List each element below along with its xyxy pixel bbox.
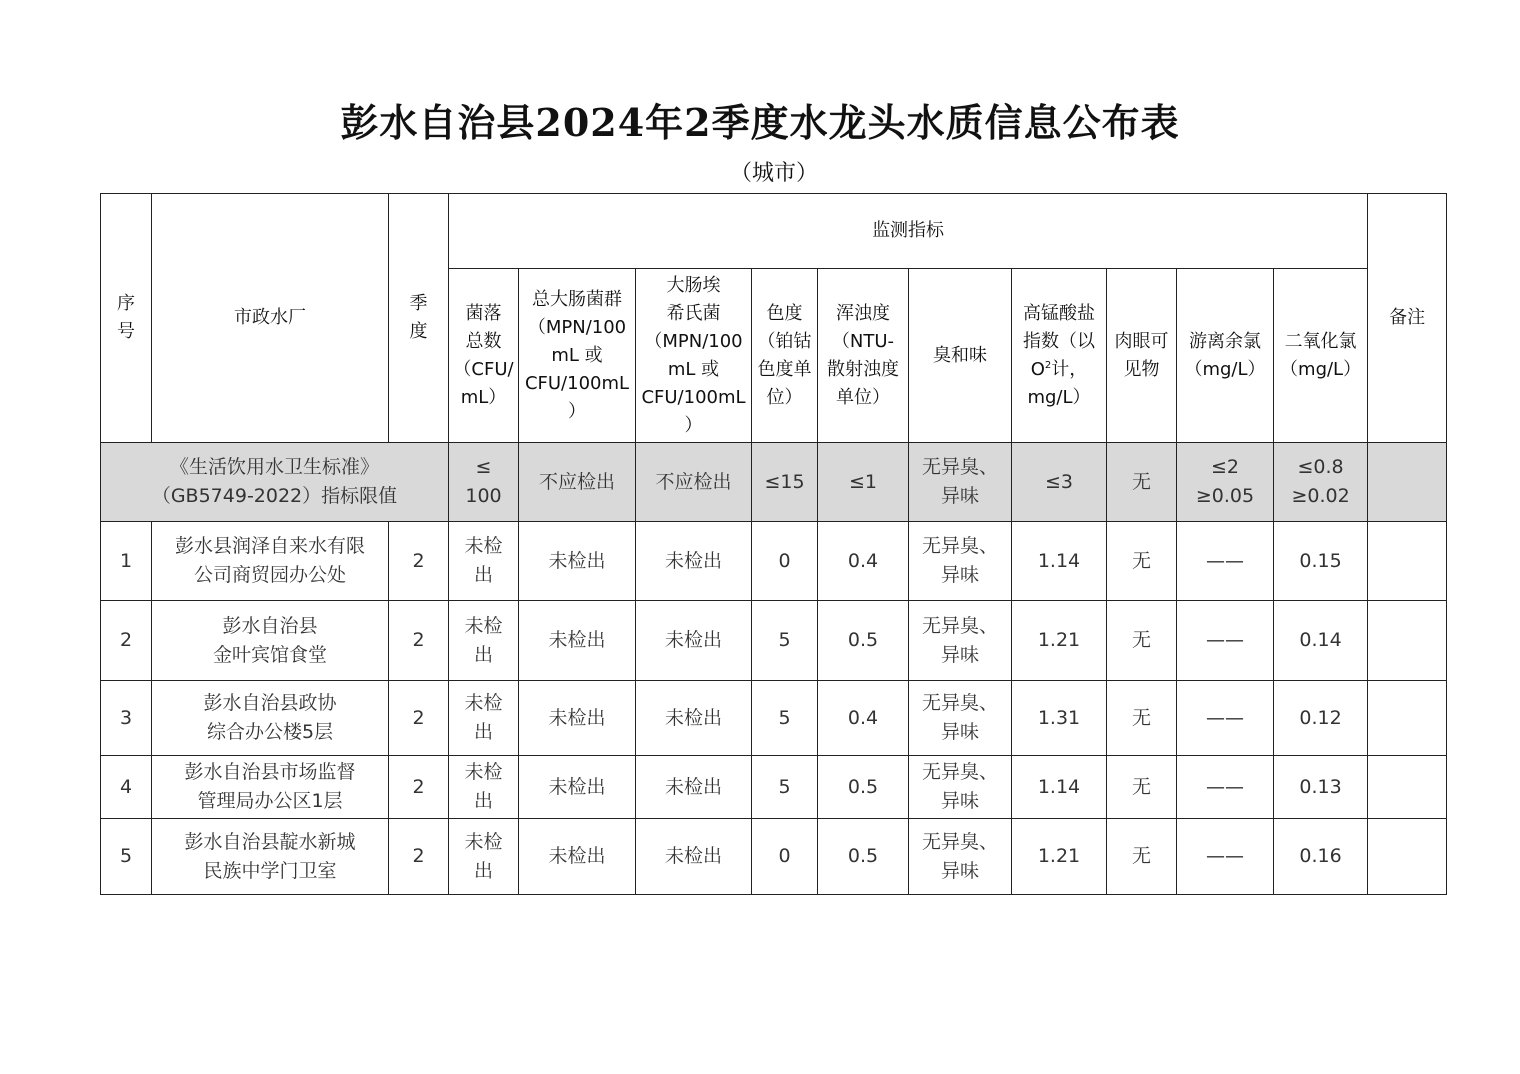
standard-chlorine-dioxide: ≤0.8 ≥0.02 <box>1274 443 1368 522</box>
cell-seq: 4 <box>101 756 152 819</box>
standard-colony-count: ≤ 100 <box>449 443 519 522</box>
cell-plant: 彭水自治县靛水新城 民族中学门卫室 <box>152 819 389 895</box>
cell-color: 5 <box>752 601 818 681</box>
cell-colony-count: 未检 出 <box>449 601 519 681</box>
cell-season: 2 <box>389 681 449 756</box>
table-row <box>101 522 1447 601</box>
cell-season: 2 <box>389 601 449 681</box>
cell-color: 5 <box>752 681 818 756</box>
cell-remark <box>1368 756 1447 819</box>
cell-e-coli: 未检出 <box>636 681 752 756</box>
header-color: 色度 （铂钴 色度单 位） <box>752 269 818 443</box>
cell-turbidity: 0.4 <box>818 681 909 756</box>
header-monitoring: 监测指标 <box>449 194 1368 269</box>
cell-total-coliform: 未检出 <box>519 819 636 895</box>
header-colony-count: 菌落 总数 （CFU/ mL） <box>449 269 519 443</box>
header-turbidity: 浑浊度 （NTU- 散射浊度 单位） <box>818 269 909 443</box>
standard-remark <box>1368 443 1447 522</box>
cell-chlorine-dioxide: 0.14 <box>1274 601 1368 681</box>
cell-visible-matter: 无 <box>1107 756 1177 819</box>
cell-turbidity: 0.5 <box>818 756 909 819</box>
cell-chlorine-dioxide: 0.12 <box>1274 681 1368 756</box>
header-season: 季 度 <box>389 194 449 443</box>
header-free-chlorine: 游离余氯 （mg/L） <box>1177 269 1274 443</box>
table-row <box>101 681 1447 756</box>
cell-visible-matter: 无 <box>1107 681 1177 756</box>
cell-free-chlorine: —— <box>1177 681 1274 756</box>
cell-plant: 彭水自治县政协 综合办公楼5层 <box>152 681 389 756</box>
cell-remark <box>1368 819 1447 895</box>
cell-colony-count: 未检 出 <box>449 819 519 895</box>
cell-odor: 无异臭、 异味 <box>909 756 1012 819</box>
cell-odor: 无异臭、 异味 <box>909 681 1012 756</box>
cell-visible-matter: 无 <box>1107 819 1177 895</box>
header-chlorine-dioxide: 二氧化氯 （mg/L） <box>1274 269 1368 443</box>
cell-seq: 2 <box>101 601 152 681</box>
header-permanganate: 高锰酸盐 指数（以 $O^2$计， mg/L） <box>1012 269 1107 443</box>
header-seq: 序 号 <box>101 194 152 443</box>
cell-total-coliform: 未检出 <box>519 756 636 819</box>
cell-remark <box>1368 601 1447 681</box>
cell-season: 2 <box>389 522 449 601</box>
cell-chlorine-dioxide: 0.13 <box>1274 756 1368 819</box>
cell-colony-count: 未检 出 <box>449 681 519 756</box>
standard-color: ≤15 <box>752 443 818 522</box>
cell-free-chlorine: —— <box>1177 601 1274 681</box>
cell-total-coliform: 未检出 <box>519 601 636 681</box>
cell-color: 5 <box>752 756 818 819</box>
header-e-coli: 大肠埃 希氏菌 （MPN/100 mL 或 CFU/100mL ） <box>636 269 752 443</box>
cell-chlorine-dioxide: 0.16 <box>1274 819 1368 895</box>
standard-free-chlorine: ≤2 ≥0.05 <box>1177 443 1274 522</box>
cell-e-coli: 未检出 <box>636 756 752 819</box>
cell-seq: 5 <box>101 819 152 895</box>
page-subtitle: （城市） <box>729 161 818 186</box>
standard-e-coli: 不应检出 <box>636 443 752 522</box>
cell-visible-matter: 无 <box>1107 522 1177 601</box>
cell-remark <box>1368 681 1447 756</box>
cell-odor: 无异臭、 异味 <box>909 601 1012 681</box>
cell-e-coli: 未检出 <box>636 522 752 601</box>
cell-odor: 无异臭、 异味 <box>909 819 1012 895</box>
header-plant: 市政水厂 <box>152 194 389 443</box>
cell-color: 0 <box>752 819 818 895</box>
cell-seq: 3 <box>101 681 152 756</box>
cell-turbidity: 0.5 <box>818 601 909 681</box>
cell-e-coli: 未检出 <box>636 819 752 895</box>
cell-free-chlorine: —— <box>1177 756 1274 819</box>
table-row <box>101 819 1447 895</box>
header-total-coliform: 总大肠菌群 （MPN/100 mL 或 CFU/100mL ） <box>519 269 636 443</box>
standard-row <box>101 443 1447 522</box>
standard-turbidity: ≤1 <box>818 443 909 522</box>
cell-plant: 彭水自治县 金叶宾馆食堂 <box>152 601 389 681</box>
page-title: 彭水自治县2024年2季度水龙头水质信息公布表 <box>340 100 1180 145</box>
cell-permanganate: 1.31 <box>1012 681 1107 756</box>
header-visible-matter: 肉眼可 见物 <box>1107 269 1177 443</box>
standard-visible-matter: 无 <box>1107 443 1177 522</box>
cell-total-coliform: 未检出 <box>519 681 636 756</box>
cell-permanganate: 1.21 <box>1012 819 1107 895</box>
cell-seq: 1 <box>101 522 152 601</box>
standard-total-coliform: 不应检出 <box>519 443 636 522</box>
cell-visible-matter: 无 <box>1107 601 1177 681</box>
cell-permanganate: 1.14 <box>1012 522 1107 601</box>
cell-permanganate: 1.14 <box>1012 756 1107 819</box>
cell-free-chlorine: —— <box>1177 819 1274 895</box>
standard-label: 《生活饮用水卫生标准》 （GB5749-2022）指标限值 <box>101 443 449 522</box>
table-row <box>101 756 1447 819</box>
cell-chlorine-dioxide: 0.15 <box>1274 522 1368 601</box>
header-remarks: 备注 <box>1368 194 1447 443</box>
cell-e-coli: 未检出 <box>636 601 752 681</box>
water-quality-table <box>100 193 1447 895</box>
cell-remark <box>1368 522 1447 601</box>
cell-colony-count: 未检 出 <box>449 522 519 601</box>
cell-color: 0 <box>752 522 818 601</box>
cell-season: 2 <box>389 756 449 819</box>
cell-colony-count: 未检 出 <box>449 756 519 819</box>
cell-odor: 无异臭、 异味 <box>909 522 1012 601</box>
standard-odor: 无异臭、 异味 <box>909 443 1012 522</box>
cell-season: 2 <box>389 819 449 895</box>
cell-permanganate: 1.21 <box>1012 601 1107 681</box>
cell-total-coliform: 未检出 <box>519 522 636 601</box>
cell-free-chlorine: —— <box>1177 522 1274 601</box>
cell-plant: 彭水自治县市场监督 管理局办公区1层 <box>152 756 389 819</box>
cell-plant: 彭水县润泽自来水有限 公司商贸园办公处 <box>152 522 389 601</box>
standard-permanganate: ≤3 <box>1012 443 1107 522</box>
cell-turbidity: 0.5 <box>818 819 909 895</box>
cell-turbidity: 0.4 <box>818 522 909 601</box>
header-odor: 臭和味 <box>909 269 1012 443</box>
table-row <box>101 601 1447 681</box>
